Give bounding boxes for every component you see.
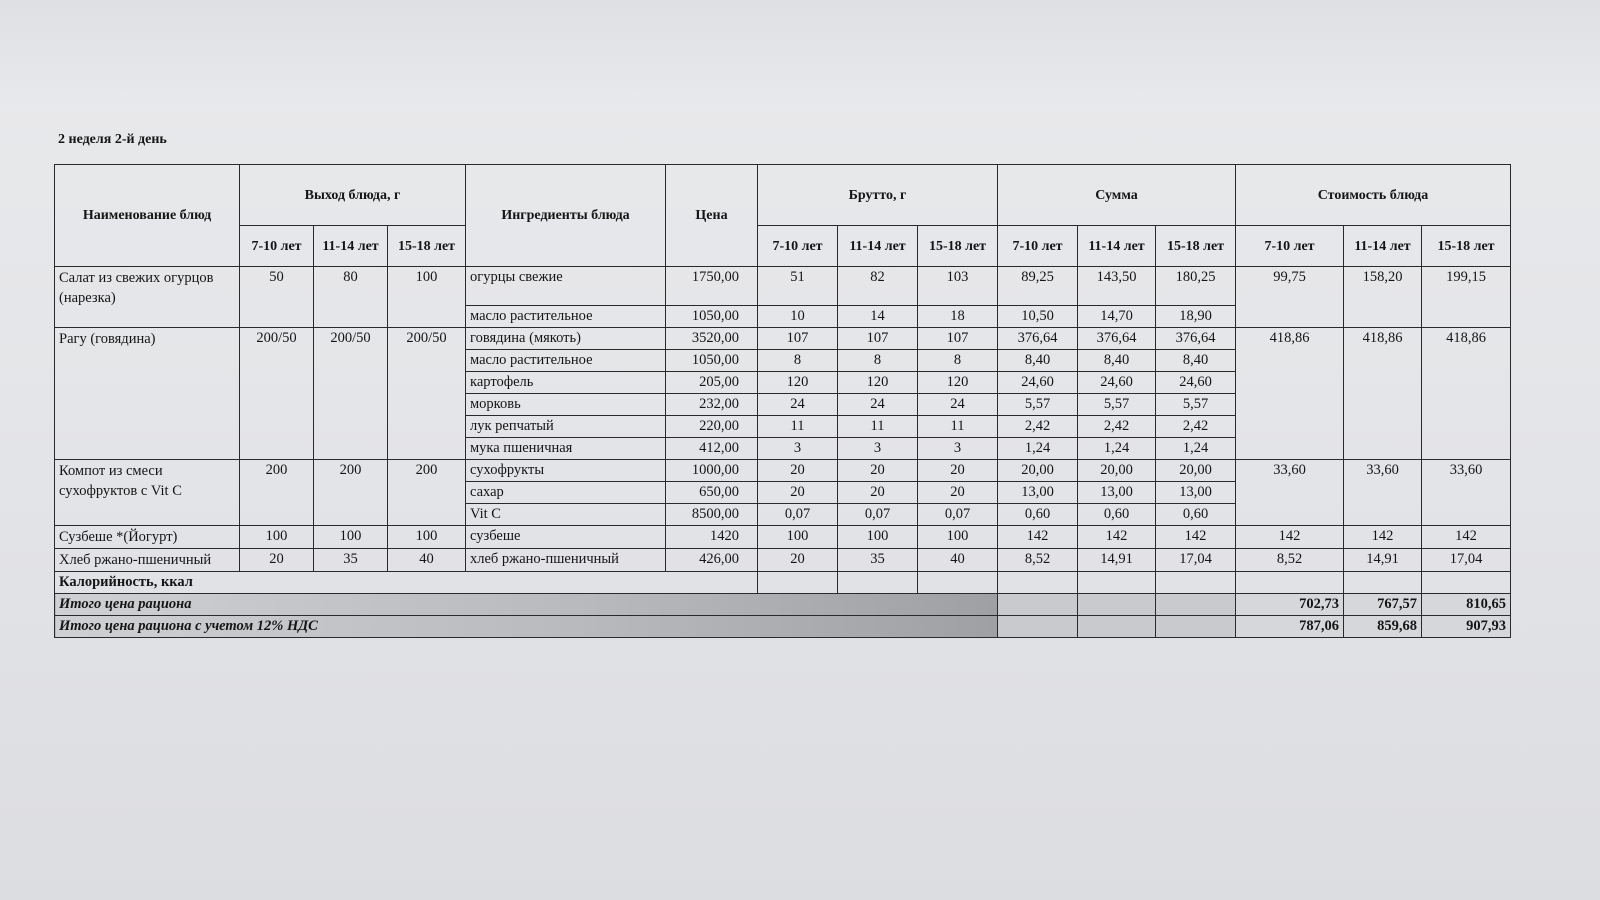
ingredient-sum: 13,00 <box>1156 482 1236 504</box>
dish-yield: 200 <box>240 460 314 526</box>
ingredient-gross: 24 <box>918 394 998 416</box>
calories-value <box>998 572 1078 594</box>
ingredient-sum: 8,40 <box>1078 350 1156 372</box>
ingredient-name: морковь <box>466 394 666 416</box>
ingredient-gross: 18 <box>918 306 998 328</box>
ingredient-gross: 82 <box>838 267 918 306</box>
ingredient-sum: 2,42 <box>1078 416 1156 438</box>
header-gross-age: 15-18 лет <box>918 226 998 267</box>
header-gross: Брутто, г <box>758 165 998 226</box>
ingredient-sum: 0,60 <box>998 504 1078 526</box>
ingredient-price: 1420 <box>666 526 758 549</box>
ingredient-gross: 3 <box>918 438 998 460</box>
ingredient-price: 426,00 <box>666 549 758 572</box>
ingredient-name: Vit C <box>466 504 666 526</box>
calories-value <box>1156 572 1236 594</box>
ingredient-name: масло растительное <box>466 350 666 372</box>
total-value: 907,93 <box>1422 616 1511 638</box>
ingredient-name: сухофрукты <box>466 460 666 482</box>
ingredient-name: лук репчатый <box>466 416 666 438</box>
dish-name: Хлеб ржано-пшеничный <box>55 549 240 572</box>
header-cost-age: 11-14 лет <box>1344 226 1422 267</box>
dish-yield: 80 <box>314 267 388 328</box>
header-sum-age: 11-14 лет <box>1078 226 1156 267</box>
ingredient-gross: 100 <box>838 526 918 549</box>
ingredient-gross: 11 <box>918 416 998 438</box>
ingredient-gross: 40 <box>918 549 998 572</box>
dish-yield: 200/50 <box>388 328 466 460</box>
header-cost-age: 15-18 лет <box>1422 226 1511 267</box>
menu-cost-table <box>54 164 1511 638</box>
dish-name: Рагу (говядина) <box>55 328 240 460</box>
header-yield-age: 15-18 лет <box>388 226 466 267</box>
total-blank <box>1078 594 1156 616</box>
ingredient-gross: 8 <box>918 350 998 372</box>
ingredient-sum: 2,42 <box>998 416 1078 438</box>
ingredient-sum: 142 <box>1078 526 1156 549</box>
total-blank <box>998 616 1078 638</box>
header-yield-age: 7-10 лет <box>240 226 314 267</box>
total-label: Итого цена рациона с учетом 12% НДС <box>55 616 998 638</box>
dish-cost: 17,04 <box>1422 549 1511 572</box>
header-yield: Выход блюда, г <box>240 165 466 226</box>
ingredient-gross: 103 <box>918 267 998 306</box>
dish-cost: 8,52 <box>1236 549 1344 572</box>
total-blank <box>998 594 1078 616</box>
dish-cost: 33,60 <box>1236 460 1344 526</box>
ingredient-gross: 100 <box>918 526 998 549</box>
header-dish-name: Наименование блюд <box>55 165 240 267</box>
ingredient-gross: 20 <box>838 482 918 504</box>
total-row <box>55 594 1511 616</box>
ingredient-gross: 8 <box>838 350 918 372</box>
total-blank <box>1078 616 1156 638</box>
dish-cost: 99,75 <box>1236 267 1344 328</box>
ingredient-sum: 8,40 <box>998 350 1078 372</box>
ingredient-sum: 5,57 <box>1156 394 1236 416</box>
ingredient-gross: 3 <box>758 438 838 460</box>
calories-value <box>918 572 998 594</box>
table-row <box>55 267 1511 306</box>
dish-cost: 418,86 <box>1344 328 1422 460</box>
ingredient-gross: 107 <box>758 328 838 350</box>
dish-cost: 33,60 <box>1422 460 1511 526</box>
table-row <box>55 328 1511 350</box>
ingredient-sum: 5,57 <box>1078 394 1156 416</box>
dish-yield: 200/50 <box>314 328 388 460</box>
ingredient-gross: 24 <box>758 394 838 416</box>
dish-name: Сузбеше *(Йогурт) <box>55 526 240 549</box>
ingredient-sum: 0,60 <box>1078 504 1156 526</box>
dish-yield: 35 <box>314 549 388 572</box>
ingredient-price: 1050,00 <box>666 306 758 328</box>
calories-value <box>1344 572 1422 594</box>
ingredient-name: картофель <box>466 372 666 394</box>
ingredient-name: хлеб ржано-пшеничный <box>466 549 666 572</box>
calories-label: Калорийность, ккал <box>55 572 758 594</box>
ingredient-name: сузбеше <box>466 526 666 549</box>
ingredient-price: 1050,00 <box>666 350 758 372</box>
ingredient-price: 412,00 <box>666 438 758 460</box>
ingredient-gross: 24 <box>838 394 918 416</box>
ingredient-gross: 20 <box>758 482 838 504</box>
table-row <box>55 549 1511 572</box>
ingredient-gross: 20 <box>838 460 918 482</box>
ingredient-sum: 10,50 <box>998 306 1078 328</box>
ingredient-gross: 0,07 <box>758 504 838 526</box>
ingredient-gross: 35 <box>838 549 918 572</box>
total-label: Итого цена рациона <box>55 594 998 616</box>
ingredient-gross: 107 <box>918 328 998 350</box>
ingredient-sum: 0,60 <box>1156 504 1236 526</box>
ingredient-gross: 20 <box>918 460 998 482</box>
dish-name: Салат из свежих огурцов (нарезка) <box>55 267 240 328</box>
ingredient-sum: 14,91 <box>1078 549 1156 572</box>
ingredient-sum: 20,00 <box>998 460 1078 482</box>
ingredient-gross: 8 <box>758 350 838 372</box>
ingredient-sum: 17,04 <box>1156 549 1236 572</box>
ingredient-price: 1750,00 <box>666 267 758 306</box>
header-sum-age: 7-10 лет <box>998 226 1078 267</box>
ingredient-sum: 18,90 <box>1156 306 1236 328</box>
ingredient-price: 650,00 <box>666 482 758 504</box>
ingredient-name: сахар <box>466 482 666 504</box>
ingredient-sum: 5,57 <box>998 394 1078 416</box>
calories-value <box>1422 572 1511 594</box>
ingredient-sum: 1,24 <box>1078 438 1156 460</box>
ingredient-gross: 51 <box>758 267 838 306</box>
ingredient-sum: 2,42 <box>1156 416 1236 438</box>
calories-value <box>838 572 918 594</box>
ingredient-price: 1000,00 <box>666 460 758 482</box>
ingredient-name: мука пшеничная <box>466 438 666 460</box>
ingredient-name: огурцы свежие <box>466 267 666 306</box>
table-row <box>55 526 1511 549</box>
dish-cost: 142 <box>1344 526 1422 549</box>
dish-yield: 200 <box>314 460 388 526</box>
calories-value <box>1078 572 1156 594</box>
ingredient-sum: 89,25 <box>998 267 1078 306</box>
ingredient-sum: 20,00 <box>1156 460 1236 482</box>
ingredient-gross: 3 <box>838 438 918 460</box>
ingredient-sum: 376,64 <box>1156 328 1236 350</box>
ingredient-name: говядина (мякоть) <box>466 328 666 350</box>
ingredient-price: 205,00 <box>666 372 758 394</box>
ingredient-gross: 0,07 <box>838 504 918 526</box>
dish-cost: 199,15 <box>1422 267 1511 328</box>
ingredient-sum: 142 <box>998 526 1078 549</box>
total-value: 810,65 <box>1422 594 1511 616</box>
dish-yield: 100 <box>388 526 466 549</box>
dish-cost: 142 <box>1422 526 1511 549</box>
total-value: 767,57 <box>1344 594 1422 616</box>
header-ingredients: Ингредиенты блюда <box>466 165 666 267</box>
total-row <box>55 616 1511 638</box>
total-blank <box>1156 616 1236 638</box>
ingredient-sum: 20,00 <box>1078 460 1156 482</box>
total-value: 787,06 <box>1236 616 1344 638</box>
ingredient-sum: 8,52 <box>998 549 1078 572</box>
ingredient-sum: 143,50 <box>1078 267 1156 306</box>
header-gross-age: 11-14 лет <box>838 226 918 267</box>
dish-cost: 418,86 <box>1422 328 1511 460</box>
ingredient-price: 220,00 <box>666 416 758 438</box>
ingredient-name: масло растительное <box>466 306 666 328</box>
header-sum: Сумма <box>998 165 1236 226</box>
calories-value <box>1236 572 1344 594</box>
calories-row <box>55 572 1511 594</box>
total-value: 859,68 <box>1344 616 1422 638</box>
dish-yield: 200/50 <box>240 328 314 460</box>
background-edge <box>0 0 1600 110</box>
ingredient-price: 3520,00 <box>666 328 758 350</box>
ingredient-sum: 8,40 <box>1156 350 1236 372</box>
ingredient-sum: 1,24 <box>1156 438 1236 460</box>
ingredient-gross: 20 <box>758 549 838 572</box>
ingredient-gross: 14 <box>838 306 918 328</box>
header-yield-age: 11-14 лет <box>314 226 388 267</box>
ingredient-gross: 10 <box>758 306 838 328</box>
ingredient-gross: 20 <box>758 460 838 482</box>
dish-name: Компот из смеси сухофруктов с Vit C <box>55 460 240 526</box>
document-title: 2 неделя 2-й день <box>58 132 167 147</box>
dish-yield: 50 <box>240 267 314 328</box>
dish-yield: 20 <box>240 549 314 572</box>
ingredient-sum: 13,00 <box>998 482 1078 504</box>
ingredient-gross: 120 <box>918 372 998 394</box>
ingredient-gross: 0,07 <box>918 504 998 526</box>
ingredient-sum: 376,64 <box>998 328 1078 350</box>
total-value: 702,73 <box>1236 594 1344 616</box>
ingredient-sum: 24,60 <box>998 372 1078 394</box>
ingredient-sum: 376,64 <box>1078 328 1156 350</box>
dish-cost: 418,86 <box>1236 328 1344 460</box>
header-price: Цена <box>666 165 758 267</box>
ingredient-sum: 142 <box>1156 526 1236 549</box>
dish-cost: 14,91 <box>1344 549 1422 572</box>
dish-yield: 100 <box>240 526 314 549</box>
dish-cost: 33,60 <box>1344 460 1422 526</box>
ingredient-sum: 14,70 <box>1078 306 1156 328</box>
dish-yield: 100 <box>388 267 466 328</box>
ingredient-price: 232,00 <box>666 394 758 416</box>
ingredient-sum: 24,60 <box>1078 372 1156 394</box>
dish-yield: 100 <box>314 526 388 549</box>
table-row <box>55 460 1511 482</box>
dish-yield: 40 <box>388 549 466 572</box>
dish-cost: 158,20 <box>1344 267 1422 328</box>
ingredient-gross: 20 <box>918 482 998 504</box>
ingredient-sum: 13,00 <box>1078 482 1156 504</box>
ingredient-sum: 1,24 <box>998 438 1078 460</box>
ingredient-sum: 24,60 <box>1156 372 1236 394</box>
total-blank <box>1156 594 1236 616</box>
ingredient-sum: 180,25 <box>1156 267 1236 306</box>
ingredient-gross: 11 <box>758 416 838 438</box>
header-cost: Стоимость блюда <box>1236 165 1511 226</box>
calories-value <box>758 572 838 594</box>
ingredient-gross: 11 <box>838 416 918 438</box>
ingredient-price: 8500,00 <box>666 504 758 526</box>
ingredient-gross: 120 <box>758 372 838 394</box>
header-cost-age: 7-10 лет <box>1236 226 1344 267</box>
ingredient-gross: 100 <box>758 526 838 549</box>
dish-cost: 142 <box>1236 526 1344 549</box>
dish-yield: 200 <box>388 460 466 526</box>
header-sum-age: 15-18 лет <box>1156 226 1236 267</box>
ingredient-gross: 120 <box>838 372 918 394</box>
header-gross-age: 7-10 лет <box>758 226 838 267</box>
ingredient-gross: 107 <box>838 328 918 350</box>
